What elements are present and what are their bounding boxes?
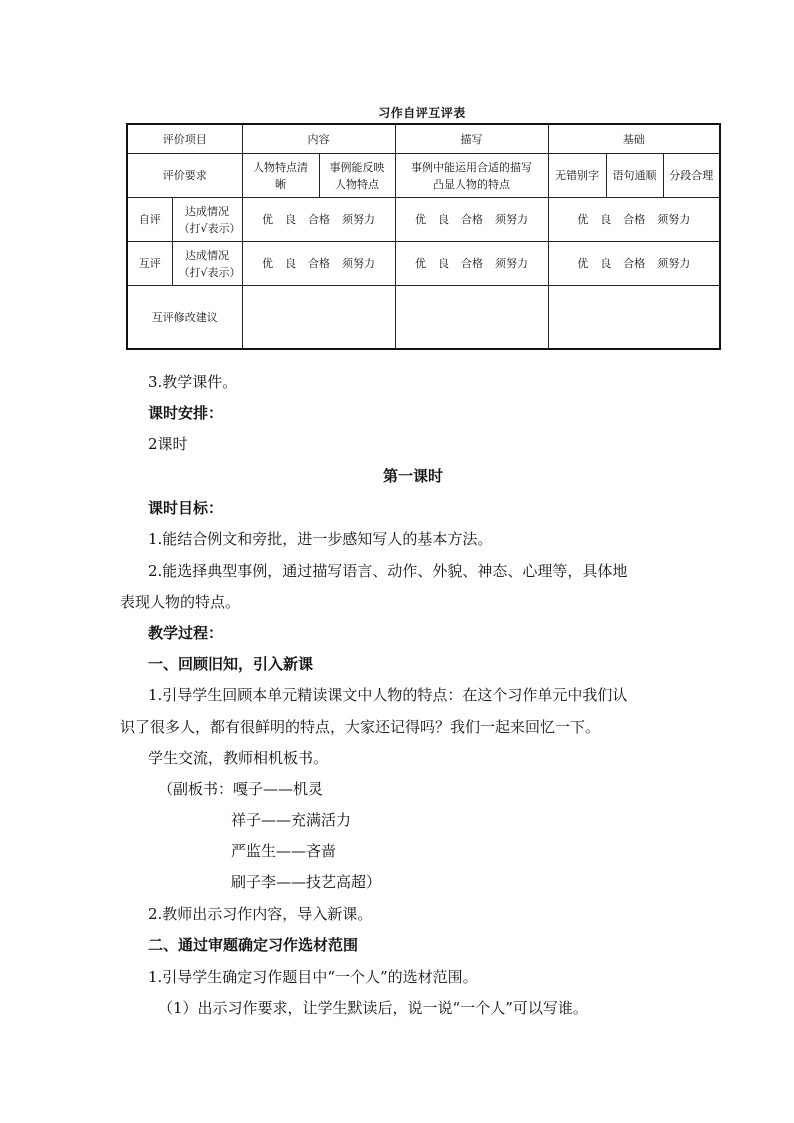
self-content-ratings[interactable] (242, 198, 395, 242)
rating-option[interactable]: 良 (600, 257, 612, 270)
self-eval-row (127, 198, 720, 242)
rating-option[interactable]: 良 (438, 213, 449, 226)
rating-option[interactable]: 优 (262, 213, 273, 226)
rating-option[interactable]: 须努力 (495, 257, 528, 270)
rating-option[interactable]: 优 (262, 257, 273, 270)
board-line-1: （副板书：嘎子——机灵 (158, 780, 324, 798)
heading-process: 教学过程： (148, 624, 224, 642)
requirements-label: 评价要求 (127, 154, 242, 198)
line-materials: 3.教学课件。 (148, 373, 238, 391)
peer-basic-ratings[interactable] (548, 242, 720, 286)
rating-option[interactable]: 合格 (623, 257, 646, 270)
board-line-3: 严监生——吝啬 (231, 842, 337, 860)
heading-schedule: 课时安排： (148, 404, 224, 422)
goal-2-cont: 表现人物的特点。 (120, 593, 241, 611)
step-2-heading: 二、通过审题确定习作选材范围 (148, 936, 359, 954)
peer-content-ratings[interactable] (242, 242, 395, 286)
rating-option[interactable]: 合格 (623, 213, 646, 226)
rating-option[interactable]: 优 (415, 213, 426, 226)
self-describe-ratings[interactable] (395, 198, 548, 242)
req-basic-1: 无错别字 (548, 154, 606, 198)
rating-option[interactable]: 须努力 (342, 257, 375, 270)
rating-option[interactable]: 合格 (308, 257, 330, 270)
step-1-item-1-cont: 识了很多人，都有很鲜明的特点，大家还记得吗？我们一起来回忆一下。 (120, 718, 601, 736)
section-title: 第一课时 (382, 467, 443, 485)
step-2-item-1: 1.引导学生确定习作题目中“一个人”的选材范围。 (148, 968, 478, 986)
goal-1: 1.能结合例文和旁批，进一步感知写人的基本方法。 (148, 530, 493, 548)
rating-option[interactable]: 须努力 (495, 213, 528, 226)
board-line-2: 祥子——充满活力 (231, 811, 352, 829)
rating-option[interactable]: 优 (577, 257, 589, 270)
peer-label: 互评 (127, 242, 172, 286)
rating-option[interactable]: 良 (438, 257, 449, 270)
evaluation-table (126, 123, 721, 350)
peer-sub: 达成情况（打√表示） (172, 242, 242, 286)
rating-option[interactable]: 良 (600, 213, 612, 226)
rating-option[interactable]: 良 (285, 257, 296, 270)
rating-option[interactable]: 优 (577, 213, 589, 226)
header-item: 评价项目 (127, 124, 242, 154)
rating-option[interactable]: 优 (415, 257, 426, 270)
header-content: 内容 (242, 124, 395, 154)
self-basic-ratings[interactable] (548, 198, 720, 242)
peer-eval-row (127, 242, 720, 286)
suggestion-label: 互评修改建议 (127, 286, 242, 350)
heading-goals: 课时目标： (148, 499, 224, 517)
step-1-note: 学生交流，教师相机板书。 (148, 749, 329, 767)
rating-option[interactable]: 合格 (308, 213, 330, 226)
req-basic-2: 语句通顺 (606, 154, 663, 198)
requirements-row (127, 154, 720, 198)
table-header-row (127, 124, 720, 154)
header-describe: 描写 (395, 124, 548, 154)
step-1-item-1: 1.引导学生回顾本单元精读课文中人物的特点：在这个习作单元中我们认 (148, 686, 628, 704)
self-label: 自评 (127, 198, 172, 242)
line-schedule: 2课时 (148, 435, 188, 453)
step-1-item-2: 2.教师出示习作内容，导入新课。 (148, 905, 373, 923)
step-1-heading: 一、回顾旧知，引入新课 (148, 655, 314, 673)
self-sub: 达成情况（打√表示） (172, 198, 242, 242)
suggestion-basic-cell[interactable] (548, 286, 720, 350)
peer-describe-ratings[interactable] (395, 242, 548, 286)
suggestion-describe-cell[interactable] (395, 286, 548, 350)
rating-option[interactable]: 须努力 (342, 213, 375, 226)
req-content-1: 人物特点清晰 (242, 154, 319, 198)
req-basic-3: 分段合理 (663, 154, 720, 198)
rating-option[interactable]: 良 (285, 213, 296, 226)
suggestion-content-cell[interactable] (242, 286, 395, 350)
table-title: 习作自评互评表 (378, 106, 466, 120)
rating-option[interactable]: 须努力 (657, 213, 691, 226)
header-basic: 基础 (548, 124, 720, 154)
goal-2: 2.能选择典型事例，通过描写语言、动作、外貌、神态、心理等，具体地 (148, 562, 628, 580)
rating-option[interactable]: 须努力 (657, 257, 691, 270)
req-content-2: 事例能反映人物特点 (319, 154, 395, 198)
req-describe: 事例中能运用合适的描写凸显人物的特点 (395, 154, 548, 198)
suggestion-row (127, 286, 720, 350)
board-line-4: 刷子李——技艺高超） (231, 873, 382, 891)
rating-option[interactable]: 合格 (461, 257, 483, 270)
rating-option[interactable]: 合格 (461, 213, 483, 226)
step-2-sub-1: （1）出示习作要求，让学生默读后，说一说“一个人”可以写谁。 (158, 999, 588, 1017)
